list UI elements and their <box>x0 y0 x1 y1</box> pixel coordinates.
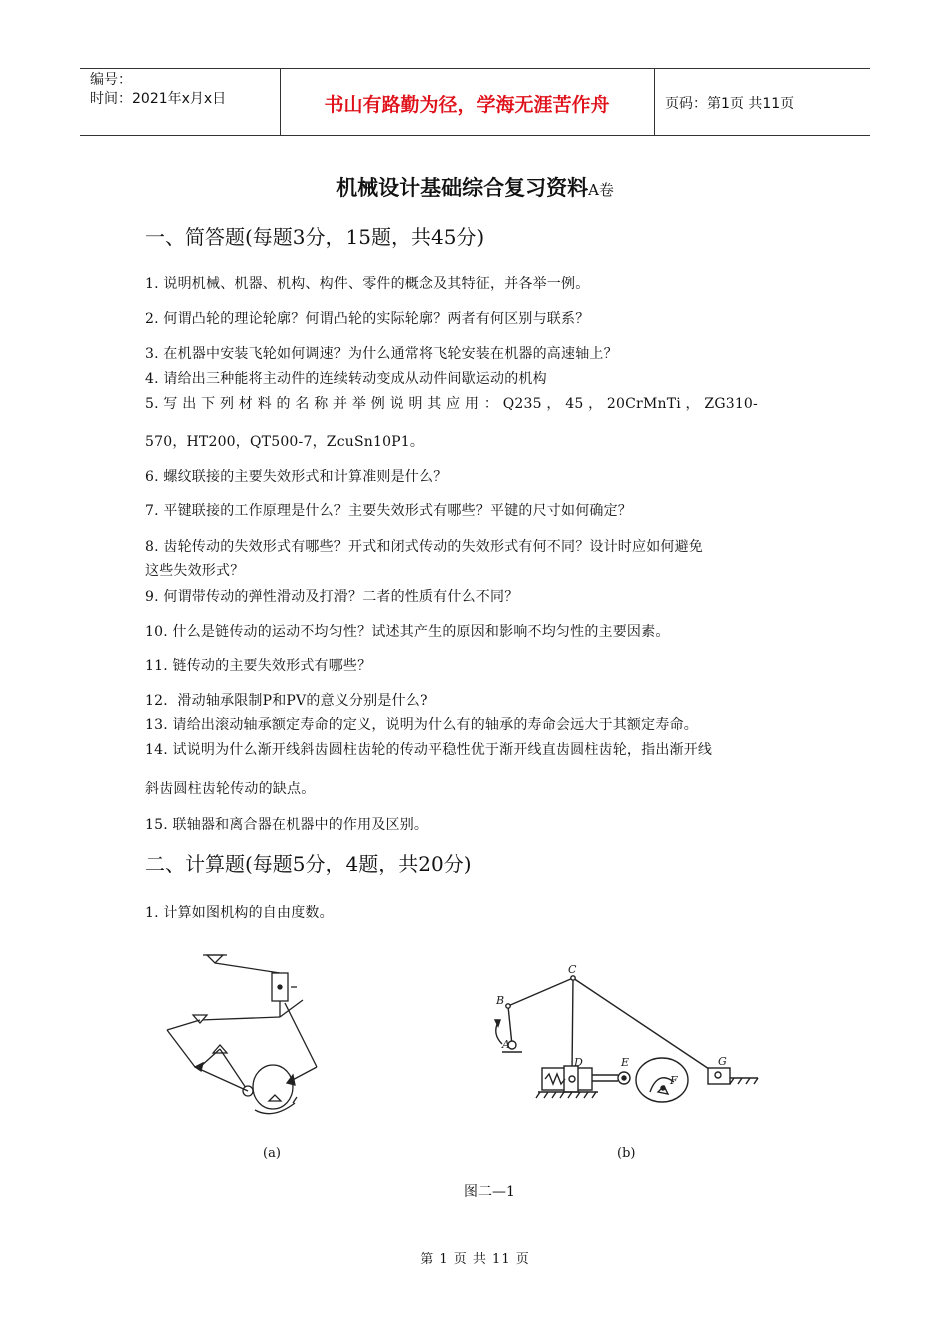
time-label: 时间：2021年x月x日 <box>90 91 227 107</box>
question-6: 6. 螺纹联接的主要失效形式和计算准则是什么？ <box>145 469 448 485</box>
document-title <box>0 172 950 202</box>
joint-label-c: C <box>568 963 577 976</box>
joint-label-f: F <box>670 1074 678 1087</box>
question-3: 3. 在机器中安装飞轮如何调速？为什么通常将飞轮安装在机器的高速轴上？ <box>145 346 618 362</box>
figure-a-label: (a) <box>263 1146 281 1161</box>
joint-label-d: D <box>574 1056 583 1069</box>
page-footer: 第 1 页 共 11 页 <box>420 1252 530 1267</box>
mechanism-diagram-b <box>490 960 765 1110</box>
header-page-info: 页码：第1页 共11页 <box>665 96 795 112</box>
header-divider-1 <box>280 68 281 136</box>
question-8-line2: 这些失效形式？ <box>145 563 245 579</box>
section2-heading: 二、计算题(每题5分，4题，共20分) <box>145 852 472 876</box>
question-10: 10. 什么是链传动的运动不均匀性？试述其产生的原因和影响不均匀性的主要因素。 <box>145 624 670 640</box>
header-left-cell <box>90 71 226 109</box>
question-13: 13. 请给出滚动轴承额定寿命的定义，说明为什么有的轴承的寿命会远大于其额定寿命。 <box>145 717 698 733</box>
joint-label-e: E <box>621 1056 630 1069</box>
question-7: 7. 平键联接的工作原理是什么？主要失效形式有哪些？平键的尺寸如何确定？ <box>145 503 633 519</box>
header-bottom-rule <box>80 135 870 136</box>
header-table <box>80 68 870 136</box>
question-1: 1. 说明机械、机器、机构、构件、零件的概念及其特征，并各举一例。 <box>145 276 590 292</box>
question-2: 2. 何谓凸轮的理论轮廓？何谓凸轮的实际轮廓？两者有何区别与联系？ <box>145 311 590 327</box>
title-suffix: A卷 <box>588 181 614 199</box>
mechanism-diagram-a <box>155 945 335 1125</box>
question-15: 15. 联轴器和离合器在机器中的作用及区别。 <box>145 817 429 833</box>
question-11: 11. 链传动的主要失效形式有哪些？ <box>145 658 372 674</box>
question-5-line1: 5. 写 出 下 列 材 料 的 名 称 并 举 例 说 明 其 应 用 ： Q235 ， 45 ， 20CrMnTi ， ZG310- <box>145 396 758 412</box>
question-14-line1: 14. 试说明为什么渐开线斜齿圆柱齿轮的传动平稳性优于渐开线直齿圆柱齿轮，指出渐开线 <box>145 742 713 758</box>
joint-label-g: G <box>718 1055 727 1068</box>
question-14-line2: 斜齿圆柱齿轮传动的缺点。 <box>145 781 316 797</box>
question-4: 4. 请给出三种能将主动件的连续转动变成从动件间歇运动的机构 <box>145 371 547 387</box>
section1-heading: 一、简答题(每题3分，15题，共45分) <box>145 225 485 249</box>
header-divider-2 <box>654 68 655 136</box>
question-9: 9. 何谓带传动的弹性滑动及打滑？二者的性质有什么不同？ <box>145 589 519 605</box>
figure-caption: 图二—1 <box>464 1184 515 1200</box>
header-top-rule <box>80 68 870 69</box>
joint-label-b: B <box>496 994 505 1007</box>
figure-b-label: (b) <box>617 1146 636 1161</box>
header-motto: 书山有路勤为径，学海无涯苦作舟 <box>324 94 610 116</box>
title-main: 机械设计基础综合复习资料 <box>336 176 589 200</box>
joint-label-a: A <box>502 1038 510 1051</box>
calc-question-1: 1. 计算如图机构的自由度数。 <box>145 905 334 921</box>
question-5-line2: 570，HT200，QT500-7，ZcuSn10P1。 <box>145 434 425 450</box>
question-12: 12．滑动轴承限制P和PV的意义分别是什么? <box>145 693 428 709</box>
question-8-line1: 8. 齿轮传动的失效形式有哪些？开式和闭式传动的失效形式有何不同？设计时应如何避免 <box>145 539 704 555</box>
number-label: 编号： <box>90 72 132 88</box>
